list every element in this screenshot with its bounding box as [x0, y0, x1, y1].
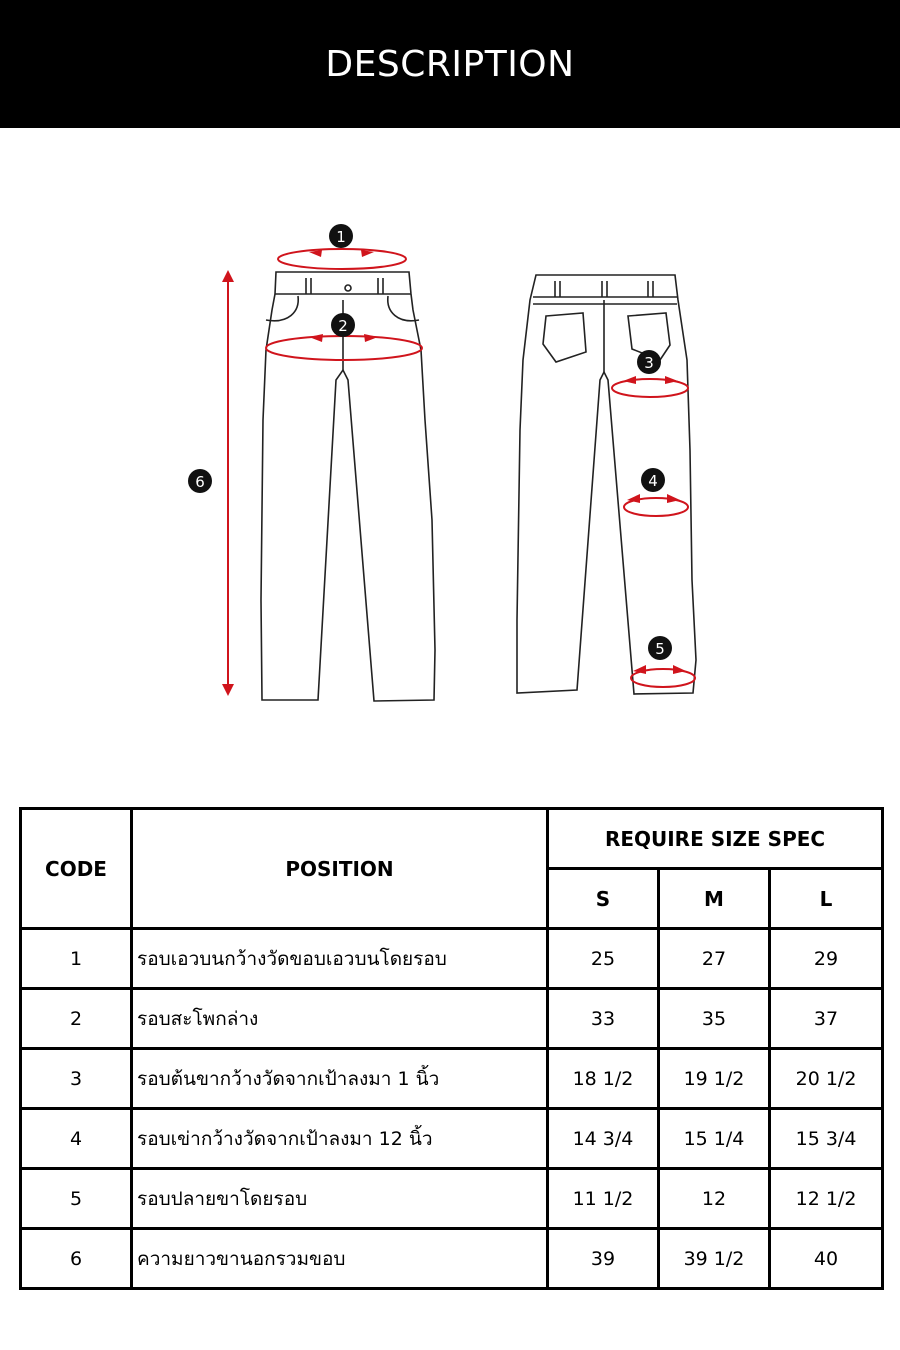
marker-4: [641, 468, 665, 492]
table-row: [21, 1109, 883, 1169]
pants-back-illustration: [517, 275, 696, 694]
size-spec-header: REQUIRE SIZE SPEC: [548, 809, 883, 869]
row-code: 5: [21, 1169, 132, 1229]
page-title: DESCRIPTION: [325, 43, 575, 85]
marker-2: [331, 313, 355, 337]
size-m-header: M: [659, 869, 770, 929]
row-value-s: 11 1/2: [548, 1169, 659, 1229]
table-row: [21, 1049, 883, 1109]
row-value-m: 19 1/2: [659, 1049, 770, 1109]
row-value-m: 35: [659, 989, 770, 1049]
table-row: [21, 1229, 883, 1289]
measurement-arrows: [309, 250, 686, 674]
marker-1: [329, 224, 353, 248]
row-code: 2: [21, 989, 132, 1049]
row-position: รอบต้นขากว้างวัดจากเป้าลงมา 1 นิ้ว: [132, 1049, 548, 1109]
row-value-m: 27: [659, 929, 770, 989]
header-bar: [0, 0, 900, 128]
row-value-s: 18 1/2: [548, 1049, 659, 1109]
measurement-diagram: [0, 128, 900, 808]
table-row: [21, 1169, 883, 1229]
row-code: 4: [21, 1109, 132, 1169]
marker-6: [188, 469, 212, 493]
position-header: POSITION: [132, 809, 548, 929]
code-header: CODE: [21, 809, 132, 929]
row-position: ความยาวขานอกรวมขอบ: [132, 1229, 548, 1289]
size-l-header: L: [770, 869, 883, 929]
row-code: 1: [21, 929, 132, 989]
row-value-s: 25: [548, 929, 659, 989]
row-value-l: 37: [770, 989, 883, 1049]
svg-text:1: 1: [336, 228, 346, 246]
size-spec-table: [19, 807, 884, 1290]
row-value-l: 29: [770, 929, 883, 989]
svg-text:3: 3: [644, 354, 654, 372]
table-row: [21, 929, 883, 989]
row-value-l: 12 1/2: [770, 1169, 883, 1229]
row-value-m: 12: [659, 1169, 770, 1229]
row-position: รอบเอวบนกว้างวัดขอบเอวบนโดยรอบ: [132, 929, 548, 989]
row-position: รอบปลายขาโดยรอบ: [132, 1169, 548, 1229]
row-value-l: 20 1/2: [770, 1049, 883, 1109]
row-value-s: 39: [548, 1229, 659, 1289]
size-s-header: S: [548, 869, 659, 929]
row-value-s: 33: [548, 989, 659, 1049]
row-code: 3: [21, 1049, 132, 1109]
svg-text:4: 4: [648, 472, 658, 490]
row-position: รอบสะโพกล่าง: [132, 989, 548, 1049]
marker-3: [637, 350, 661, 374]
row-position: รอบเข่ากว้างวัดจากเป้าลงมา 12 นิ้ว: [132, 1109, 548, 1169]
row-value-l: 40: [770, 1229, 883, 1289]
measurement-lines: [228, 249, 695, 690]
svg-text:6: 6: [195, 473, 205, 491]
row-value-m: 15 1/4: [659, 1109, 770, 1169]
table-row: [21, 989, 883, 1049]
row-value-m: 39 1/2: [659, 1229, 770, 1289]
row-value-l: 15 3/4: [770, 1109, 883, 1169]
row-value-s: 14 3/4: [548, 1109, 659, 1169]
svg-text:5: 5: [655, 640, 665, 658]
marker-5: [648, 636, 672, 660]
svg-text:2: 2: [338, 317, 348, 335]
table-header-row: [21, 809, 883, 869]
row-code: 6: [21, 1229, 132, 1289]
